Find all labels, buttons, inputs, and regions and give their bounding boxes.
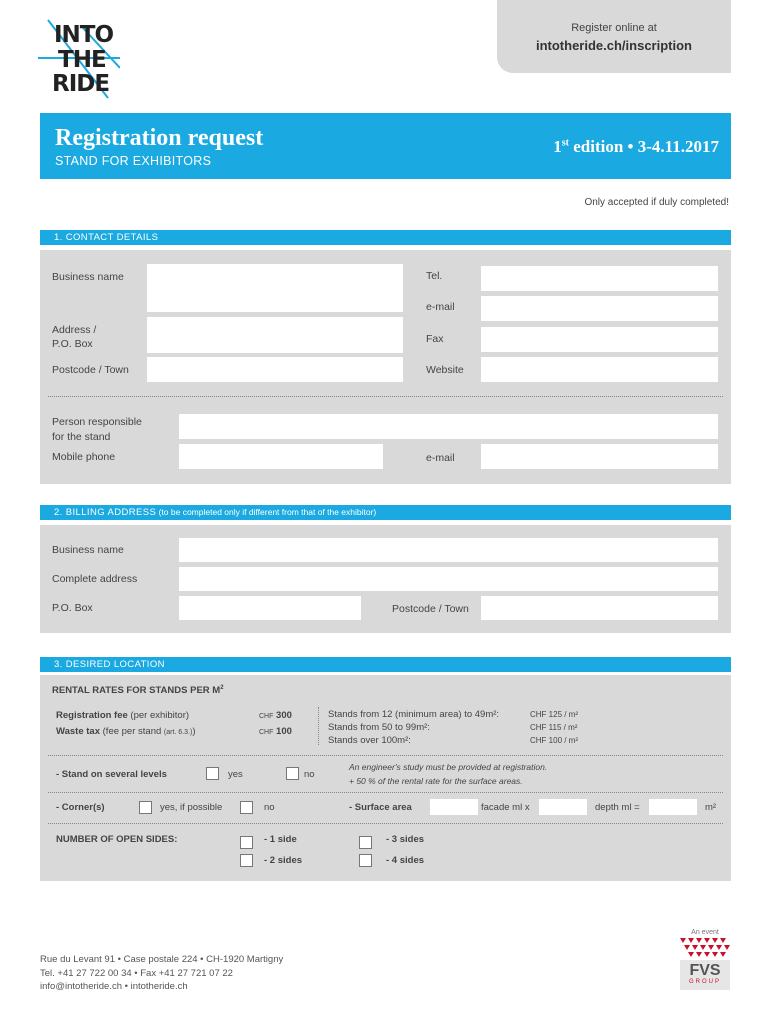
fvs-group-logo [680, 929, 730, 1019]
fax-label: Fax [426, 333, 444, 345]
section-billing-title: 2. BILLING ADDRESS [54, 507, 157, 518]
billing-po-box-label: P.O. Box [52, 602, 93, 614]
corners-no-label: no [264, 802, 275, 813]
one-side-checkbox[interactable] [240, 836, 253, 849]
registration-fee-title: Registration fee [56, 710, 128, 721]
stand-rate-1-price: CHF 125 / m² [530, 710, 579, 719]
divider [48, 792, 723, 793]
stand-rate-3-label: Stands over 100m²: [328, 735, 411, 746]
footer-address [40, 953, 283, 994]
email-2-label: e-mail [426, 452, 455, 464]
stand-rate-2-price: CHF 115 / m² [530, 723, 578, 732]
waste-tax-currency: CHF [259, 729, 274, 736]
levels-no-checkbox[interactable] [286, 767, 299, 780]
logo-line-2: THE [58, 47, 106, 73]
stand-levels-label: - Stand on several levels [56, 769, 167, 780]
rental-rates-title [52, 685, 224, 696]
waste-tax-price [259, 726, 292, 737]
four-sides-checkbox[interactable] [359, 854, 372, 867]
waste-tax-close: ) [192, 726, 196, 737]
stand-rate-3-price: CHF 100 / m² [530, 736, 579, 745]
waste-tax-title: Waste tax [56, 726, 100, 737]
facade-label: facade ml x [481, 802, 530, 813]
person-responsible-label-2: for the stand [52, 431, 111, 443]
billing-postcode-town-field[interactable] [481, 596, 718, 620]
section-billing-header [40, 505, 731, 520]
postcode-town-field[interactable] [147, 357, 403, 382]
into-the-ride-logo [38, 18, 120, 100]
email-2-field[interactable] [481, 444, 718, 469]
levels-no-label: no [304, 769, 315, 780]
stand-rate-1-label: Stands from 12 (minimum area) to 49m²: [328, 709, 500, 720]
email-label: e-mail [426, 301, 455, 313]
edition-number: 1 [553, 137, 562, 156]
waste-tax-article: (art. 6.3.) [163, 729, 193, 736]
edition-suffix: st [561, 137, 569, 149]
section-contact-panel [40, 250, 731, 484]
mobile-phone-label: Mobile phone [52, 451, 116, 463]
surface-area-field[interactable] [430, 799, 478, 815]
footer-line-2: Tel. +41 27 722 00 34 • Fax +41 27 721 07 22 [40, 967, 233, 979]
corners-yes-label: yes, if possible [160, 802, 223, 813]
engineer-note-1: An engineer's study must be provided at registration. [349, 762, 548, 772]
register-online-label: Register online at [571, 22, 657, 34]
page-title: Registration request [55, 125, 264, 151]
registration-fee-currency: CHF [259, 713, 274, 720]
mobile-phone-field[interactable] [179, 444, 383, 469]
billing-postcode-town-label: Postcode / Town [392, 603, 469, 615]
rates-divider [318, 707, 319, 745]
completion-note: Only accepted if duly completed! [584, 197, 729, 208]
business-name-label: Business name [52, 271, 124, 283]
logo-line-1: INTO [54, 22, 114, 48]
business-name-field[interactable] [147, 264, 403, 312]
registration-fee-label [56, 710, 189, 721]
three-sides-label: - 3 sides [386, 834, 425, 845]
depth-label: depth ml = [595, 802, 640, 813]
levels-yes-label: yes [228, 769, 243, 780]
waste-tax-note: (fee per stand [100, 726, 164, 737]
registration-fee-value: 300 [276, 710, 292, 721]
register-online-banner [497, 0, 731, 73]
edition-date [553, 137, 719, 157]
tel-label: Tel. [426, 270, 443, 282]
section-billing-subtitle: (to be completed only if different from that of the exhibitor) [156, 507, 377, 517]
four-sides-label: - 4 sides [386, 855, 425, 866]
registration-fee-price [259, 710, 292, 721]
logo-line-3: RIDE [52, 71, 110, 97]
three-sides-checkbox[interactable] [359, 836, 372, 849]
person-responsible-label-1: Person responsible [52, 416, 142, 428]
billing-complete-address-field[interactable] [179, 567, 718, 591]
fvs-name: FVS [689, 962, 721, 979]
title-bar [40, 113, 731, 179]
divider [48, 396, 723, 397]
address-field[interactable] [147, 317, 403, 353]
m2-label: m² [705, 802, 717, 813]
fvs-pattern-icon [680, 938, 730, 960]
fvs-group-label: GROUP [688, 979, 721, 985]
one-side-label: - 1 side [264, 834, 297, 845]
po-box-label: P.O. Box [52, 338, 93, 350]
corners-no-checkbox[interactable] [240, 801, 253, 814]
tel-field[interactable] [481, 266, 718, 291]
levels-yes-checkbox[interactable] [206, 767, 219, 780]
section-billing-panel [40, 525, 731, 633]
corners-yes-checkbox[interactable] [139, 801, 152, 814]
two-sides-label: - 2 sides [264, 855, 303, 866]
edition-date-text: edition • 3-4.11.2017 [569, 137, 719, 156]
footer-line-1: Rue du Levant 91 • Case postale 224 • CH-1920 Martigny [40, 954, 284, 965]
footer-line-3[interactable]: info@intotheride.ch • intotheride.ch [40, 981, 188, 992]
waste-tax-label [56, 726, 195, 737]
person-responsible-field[interactable] [179, 414, 718, 439]
rental-rates-title-text: RENTAL RATES FOR STANDS PER M [52, 685, 221, 697]
billing-complete-address-label: Complete address [52, 573, 138, 585]
stand-rate-2-label: Stands from 50 to 99m²: [328, 722, 430, 733]
waste-tax-value: 100 [276, 726, 292, 737]
an-event-label: An event [691, 929, 719, 936]
fvs-name-box [680, 960, 730, 990]
billing-business-name-field[interactable] [179, 538, 718, 562]
website-label: Website [426, 364, 464, 376]
two-sides-checkbox[interactable] [240, 854, 253, 867]
corners-label: - Corner(s) [56, 802, 105, 813]
postcode-town-label: Postcode / Town [52, 364, 129, 376]
section-location-panel [40, 675, 731, 881]
email-field[interactable] [481, 296, 718, 321]
surface-area-label: - Surface area [349, 802, 412, 813]
registration-fee-note: (per exhibitor) [127, 710, 190, 721]
address-label: Address / [52, 324, 97, 336]
divider [48, 755, 723, 756]
register-online-url[interactable]: intotheride.ch/inscription [535, 38, 692, 53]
website-field[interactable] [481, 357, 718, 382]
rental-rates-title-sup: 2 [220, 685, 224, 691]
billing-po-box-field[interactable] [179, 596, 361, 620]
depth-field[interactable] [649, 799, 697, 815]
page-subtitle: STAND FOR EXHIBITORS [55, 154, 212, 168]
open-sides-label: NUMBER OF OPEN SIDES: [56, 834, 178, 845]
engineer-note-2: + 50 % of the rental rate for the surface areas. [349, 776, 523, 786]
facade-field[interactable] [539, 799, 587, 815]
divider [48, 823, 723, 824]
section-location-header: 3. DESIRED LOCATION [40, 657, 731, 672]
section-contact-header: 1. CONTACT DETAILS [40, 230, 731, 245]
billing-business-name-label: Business name [52, 544, 124, 556]
fax-field[interactable] [481, 327, 718, 352]
